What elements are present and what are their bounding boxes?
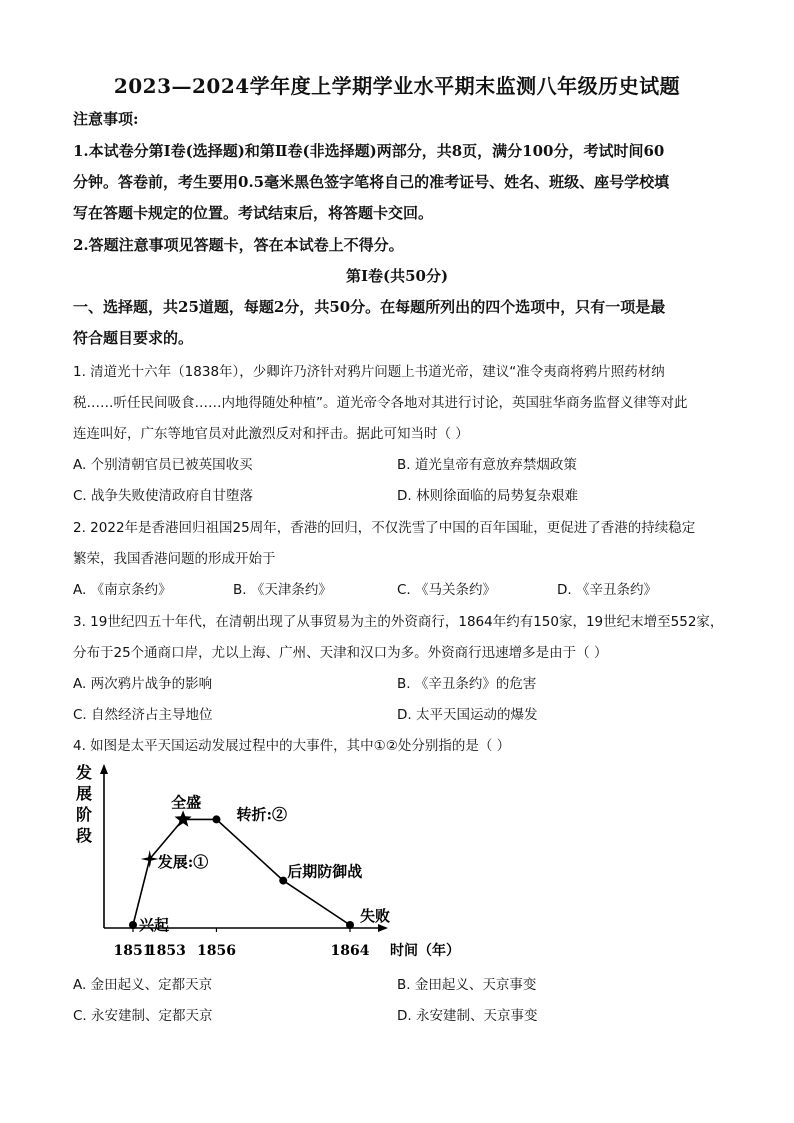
q3-line-2: 分布于25个通商口岸，尤以上海、广州、天津和汉口为多。外资商行迅速增多是由于（ ）: [73, 645, 608, 661]
q1-option-b: B. 道光皇帝有意放弃禁烟政策: [397, 457, 577, 473]
q1-option-d: D. 林则徐面临的局势复杂艰难: [397, 488, 578, 504]
section-intro-1: 一、选择题，共25道题，每题2分，共50分。在每题所列出的四个选项中，只有一项是最: [73, 298, 666, 316]
data-point: [279, 877, 287, 885]
q1-option-a: A. 个别清朝官员已被英国收买: [73, 457, 253, 473]
q1-option-c: C. 战争失败使清政府自甘堕落: [73, 488, 254, 504]
q2-line-1: 2. 2022年是香港回归祖国25周年，香港的回归，不仅洗雪了中国的百年国耻，更促进了香港的持续稳定: [73, 520, 696, 536]
section-title: 第Ⅰ卷(共50分): [345, 267, 449, 285]
x-axis-label: 时间（年）: [390, 943, 460, 959]
point-label: 全盛: [171, 793, 202, 812]
q2-option-c: C. 《马关条约》: [397, 582, 497, 598]
data-point: [212, 815, 220, 823]
notice-heading: 注意事项:: [73, 110, 139, 128]
q2-option-a: A. 《南京条约》: [73, 582, 172, 598]
q4-option-c: C. 永安建制、定都天京: [73, 1008, 213, 1024]
y-axis-label-char: 段: [76, 826, 93, 845]
notice-line-1: 1.本试卷分第Ⅰ卷(选择题)和第Ⅱ卷(非选择题)两部分，共8页，满分100分，考试时间60: [73, 142, 665, 160]
point-label: 转折:②: [236, 805, 288, 824]
q3-option-c: C. 自然经济占主导地位: [73, 707, 213, 723]
q1-line-1: 1. 清道光十六年（1838年），少卿许乃济针对鸦片问题上书道光帝，建议“准令夷商将鸦片照药材纳: [73, 364, 665, 380]
notice-line-4: 2.答题注意事项见答题卡，答在本试卷上不得分。: [73, 236, 404, 254]
data-point: [346, 921, 354, 929]
x-tick-label: 1851: [113, 943, 153, 959]
notice-line-2: 分钟。答卷前，考生要用0.5毫米黑色签字笔将自己的准考证号、姓名、班级、座号学校填: [73, 173, 670, 191]
y-axis-label-char: 发: [76, 763, 93, 782]
q1-line-2: 税……听任民间吸食……内地得随处种植”。道光帝令各地对其进行讨论，英国驻华商务监督义律等对此: [73, 395, 688, 411]
q4-line-1: 4. 如图是太平天国运动发展过程中的大事件，其中①②处分别指的是（ ）: [73, 738, 511, 754]
q4-option-d: D. 永安建制、天京事变: [397, 1008, 538, 1024]
q3-option-b: B. 《辛丑条约》的危害: [397, 676, 537, 692]
taiping-chart: [60, 760, 480, 965]
point-label: 失败: [360, 907, 391, 925]
q4-option-a: A. 金田起义、定都天京: [73, 977, 213, 993]
x-tick-label: 1856: [196, 943, 236, 959]
q4-option-b: B. 金田起义、天京事变: [397, 977, 537, 993]
point-label: 兴起: [139, 916, 170, 934]
q2-option-b: B. 《天津条约》: [233, 582, 332, 598]
q3-option-d: D. 太平天国运动的爆发: [397, 707, 538, 723]
y-axis-arrow: [100, 764, 108, 774]
q3-option-a: A. 两次鸦片战争的影响: [73, 676, 213, 692]
x-axis-arrow: [378, 924, 388, 932]
point-label: 后期防御战: [287, 862, 363, 881]
y-axis-label-char: 阶: [76, 805, 93, 824]
point-label: 发展:①: [157, 853, 209, 871]
x-tick-label: 1864: [330, 943, 370, 959]
q1-line-3: 连连叫好，广东等地官员对此激烈反对和抨击。据此可知当时（ ）: [73, 426, 469, 442]
q3-line-1: 3. 19世纪四五十年代，在清朝出现了从事贸易为主的外资商行，1864年约有150家，19世纪末增至552家，: [73, 614, 724, 630]
star-marker: [175, 810, 192, 826]
x-tick-label: 1853: [146, 943, 186, 959]
data-point: [129, 921, 137, 929]
y-axis-label: [75, 763, 92, 845]
notice-line-3: 写在答题卡规定的位置。考试结束后，将答题卡交回。: [73, 204, 434, 222]
section-intro-2: 符合题目要求的。: [73, 329, 194, 347]
q2-line-2: 繁荣，我国香港问题的形成开始于: [73, 551, 276, 567]
q2-option-d: D. 《辛丑条约》: [557, 582, 657, 598]
page-title: 2023—2024学年度上学期学业水平期末监测八年级历史试题: [113, 74, 681, 98]
y-axis-label-char: 展: [76, 784, 93, 803]
